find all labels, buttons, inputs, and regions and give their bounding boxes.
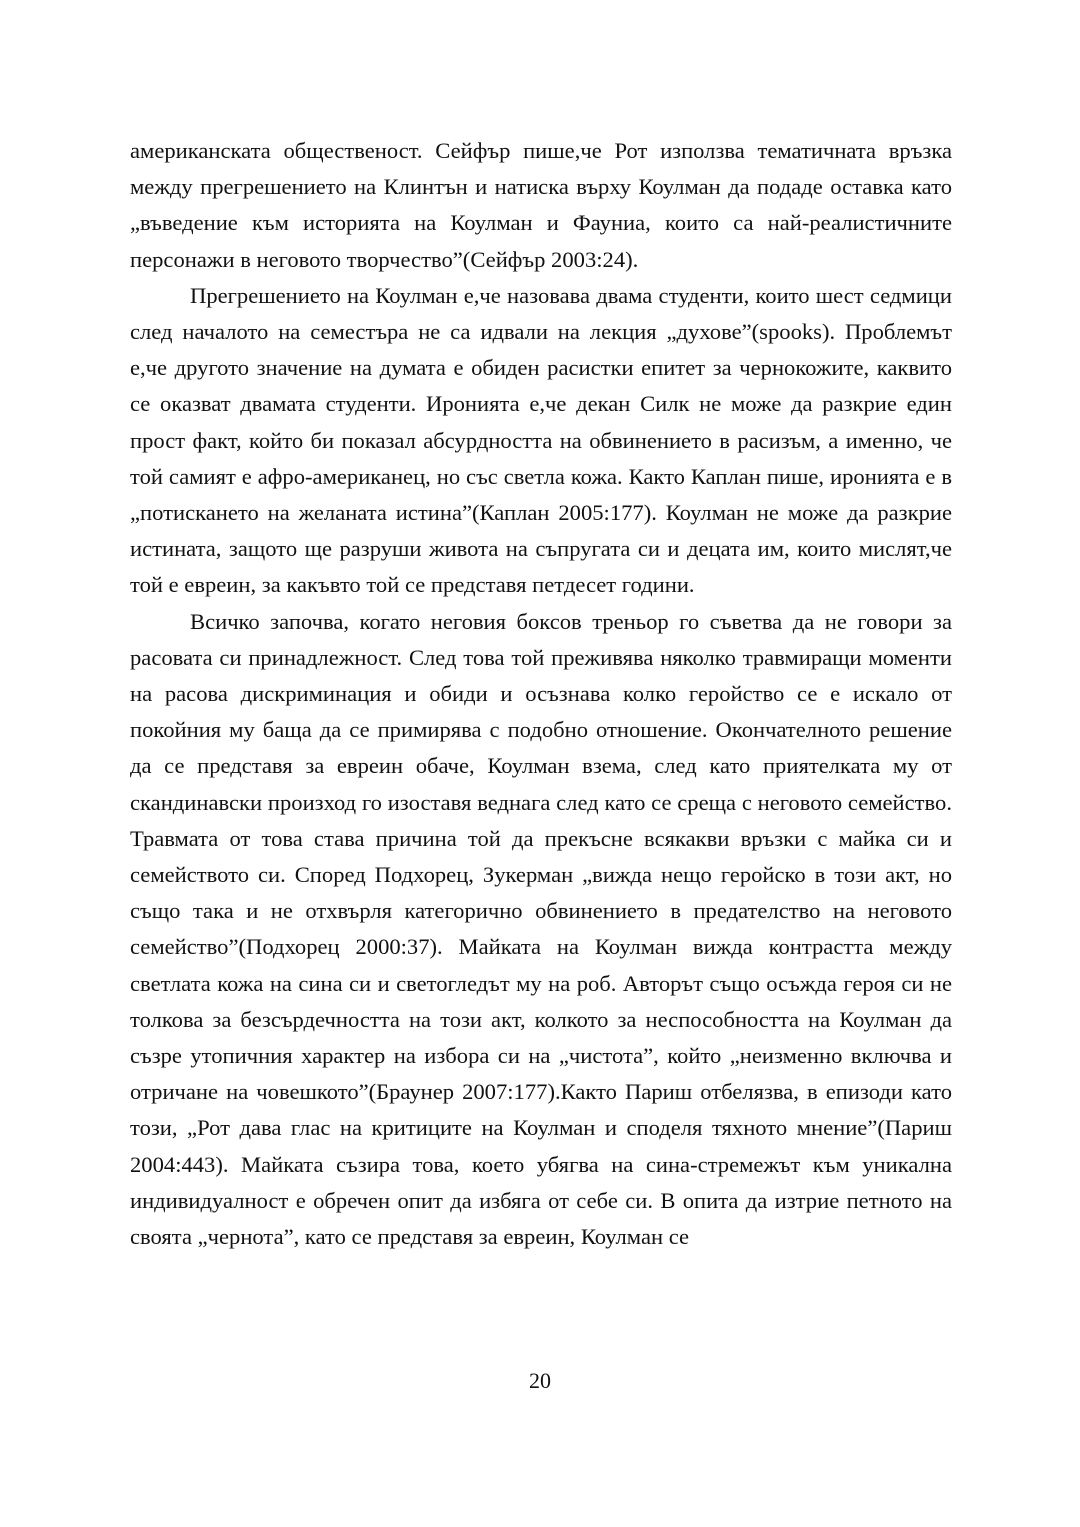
paragraph-1: американската общественост. Сейфър пише,че Рот използва тематичната връзка между прегрешението на Клинтън и натиска върху Коулман да подаде оставка като „въведение към историята на Коулман и Фауниа, които са най-реалистичните персонажи в неговото творчество”(Сейфър 2003:24). xyxy=(130,138,952,272)
page-number: 20 xyxy=(529,1368,551,1393)
body-text xyxy=(130,133,952,1255)
paragraph-2: Прегрешението на Коулман е,че назовава двама студенти, които шест седмици след началото на семестъра не са идвали на лекция „духове”(spooks). Проблемът е,че другото значение на думата е обиден расистки епитет за чернокожите, каквито се оказват двамата студенти. Иронията е,че декан Силк не може да разкрие един прост факт, който би показал абсурдността на обвинението в расизъм, а именно, че той самият е афро-американец, но със светла кожа. Както Каплан пише, иронията е в „потискането на желаната истина”(Каплан 2005:177). Коулман не може да разкрие истината, защото ще разруши живота на съпругата си и децата им, които мислят,че той е евреин, за какъвто той се представя петдесет години. xyxy=(130,282,952,598)
paragraph-3: Всичко започва, когато неговия боксов треньор го съветва да не говори за расовата си принадлежност. След това той преживява няколко травмиращи моменти на расова дискриминация и обиди и осъзнава колко геройство се е искало от покойния му баща да се примирява с подобно отношение. Окончателното решение да се представя за евреин обаче, Коулман взема, след като приятелката му от скандинавски произход го изоставя веднага след като се среща с неговото семейство. Травмата от това става причина той да прекъсне всякакви връзки с майка си и семейството си. Според Подхорец, Зукерман „вижда нещо геройско в този акт, но също така и не отхвърля категорично обвинението в предателство на неговото семейство”(Подхорец 2000:37). Майката на Коулман вижда контрастта между светлата кожа на сина си и светогледът му на роб. Авторът също осъжда героя си не толкова за безсърдечността на този акт, колкото за неспособността на Коулман да съзре утопичния характер на избора си на „чистота”, който „неизменно включва и отричане на човешкото”(Браунер 2007:177).Както Париш отбелязва, в епизоди като този, „Рот дава глас на критиците на Коулман и споделя тяхното мнение”(Париш 2004:443). Майката съзира това, което убягва на сина-стремежът към уникална индивидуалност е обречен опит да избяга от себе си. В опита да изтрие петното на своята „чернота”, като се представя за евреин, Коулман се xyxy=(130,608,952,1250)
